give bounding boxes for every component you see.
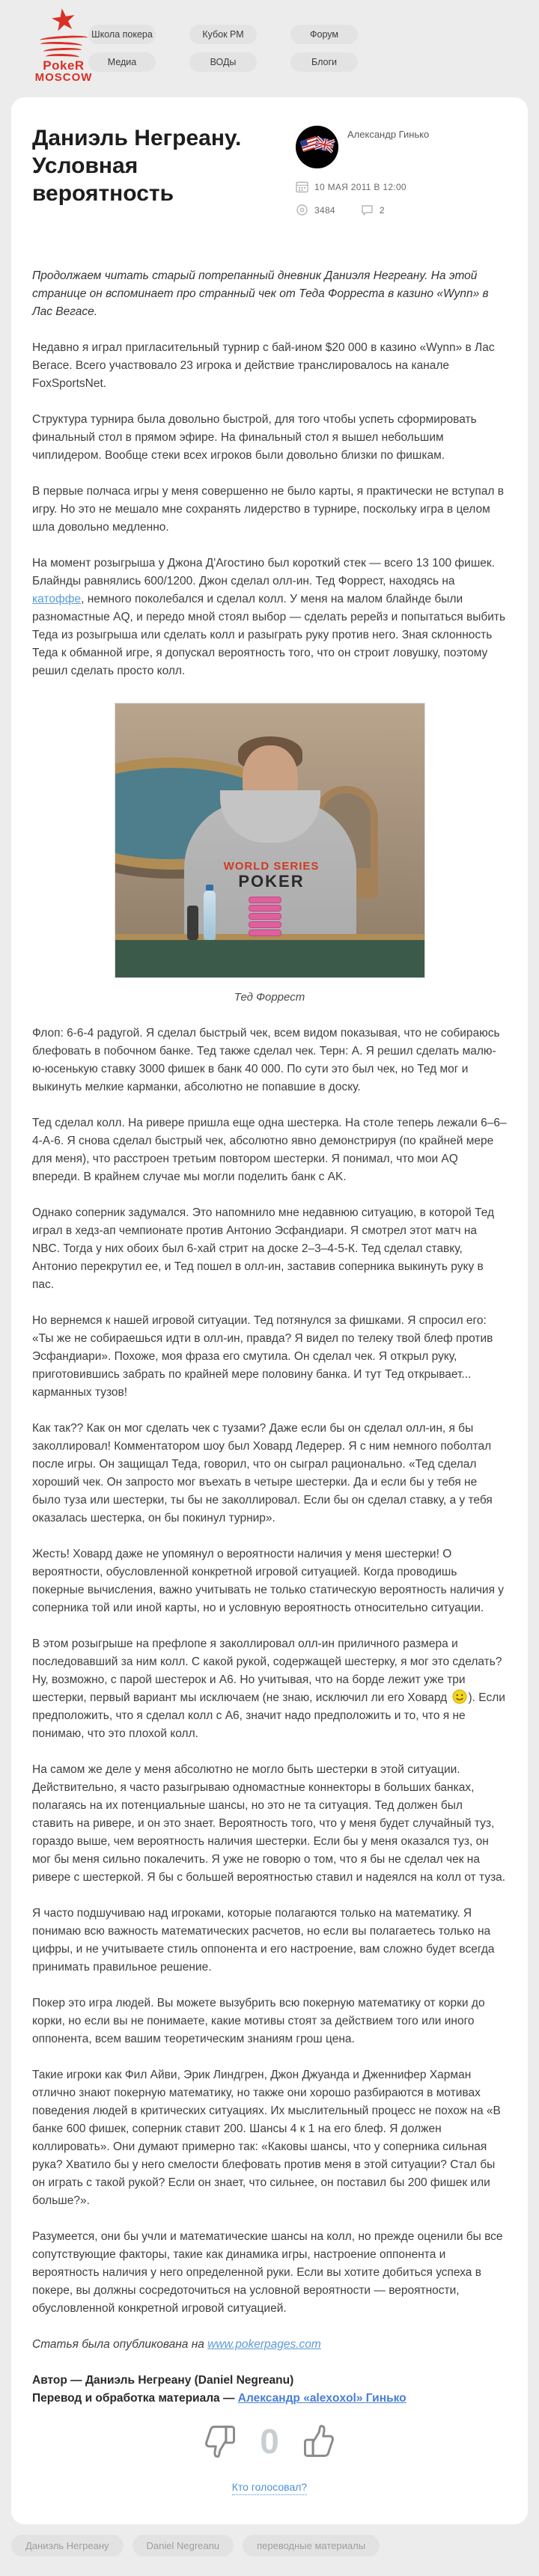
nav-vods[interactable]: ВОДы xyxy=(189,52,257,72)
paragraph-text: На момент розыгрыша у Джона Д'Агостино был короткий стек — всего 13 100 фишек. Блайнды равнялись 600/1200. Джон сделал олл-ин. Тед Форрест, находясь на xyxy=(32,557,495,587)
translator-credit xyxy=(32,2390,507,2408)
paragraph: Структура турнира была довольно быстрой, для того чтобы успеть сформировать финальный стол в прямом эфире. На финальный стол я вышел небольшим чиплидером. Вообще стеки всех игроков были довольно близки по фишкам. xyxy=(32,413,477,462)
lead-paragraph: Продолжаем читать старый потрепанный дневник Даниэля Негреану. На этой странице он вспоминает про странный чек от Теда Форреста в казино «Wynn» в Лас Вегасе. xyxy=(32,269,489,318)
author-name[interactable]: Александр Гинько xyxy=(347,129,430,140)
author-credit: Автор — Даниэль Негреану (Daniel Negreanu) xyxy=(32,2374,294,2387)
paragraph xyxy=(32,1635,507,1743)
paragraph: Но вернемся к нашей игровой ситуации. Тед потянулся за фишками. Я спросил его: «Ты же не собираешься идти в олл-ин, правда? Я видел по телеку твой блеф против Эсфандиари». Похоже, моя фраза его смутила. Он сделал чек. Я открыл руку, приготовившись забрать по крайней мере половину банка. И тут Тед открывает... карманных тузов! xyxy=(32,1314,493,1399)
tags-row xyxy=(11,2535,528,2576)
avatar[interactable] xyxy=(296,126,338,168)
person: WORLD SERIES POKER xyxy=(184,732,356,978)
source-text: Статья была опубликована на xyxy=(32,2338,208,2351)
main-nav xyxy=(88,25,358,72)
avatar-flags-image xyxy=(296,126,338,168)
logo-text-poker: PokeR xyxy=(43,58,85,73)
paragraph: Тед сделал колл. На ривере пришла еще одна шестерка. На столе теперь лежали 6–6–4-A-6. Я снова сделал быстрый чек, абсолютно явно демонстрируя (по крайней мере для меня), что расстроен третьим повтором шестерки. Я понимал, что мои AQ впереди. В крайнем случае мы могли поделить банк с AK. xyxy=(32,1117,507,1183)
tag-daniel-negreanu-ru[interactable]: Даниэль Негреану xyxy=(11,2535,124,2557)
smiley-icon xyxy=(452,1689,467,1704)
paragraph: На самом же деле у меня абсолютно не могло быть шестерки в этой ситуации. Действительно, я часто разыгрываю одномастные коннекторы в больших банках, полагаясь на их потенциальные шансы, но это не та ситуация. Тед должен был ставить на ривере, и он это знает. Вероятность того, что у меня будет случайный туз, гораздо выше, чем вероятность наличия шестерки. Если бы у меня оказался туз, он мог бы меня сильно покалечить. Я уже не говорю о том, что я бы не сделал чек на ривере с шестеркой. Я бы с большей вероятностью ставил и надеялся на колл от туза. xyxy=(32,1763,506,1884)
comments-count[interactable]: 2 xyxy=(379,204,385,216)
credit-text: Перевод и обработка материала — xyxy=(32,2392,238,2405)
paragraph: Как так?? Как он мог сделать чек с тузами? Даже если бы он сделал олл-ин, я бы заколлировал! Комментатором шоу был Ховард Ледерер. Я с ним немного поболтал после игры. Он защищал Теда, говорил, что он сыграл рационально. «Тед сделал хороший чек. Он запросто мог въехать в четыре шестерки. Да и если бы у тебя не было туза или шестерки, ты бы не заколлировал. Если бы он сделал ставку, а у тебя оказалась шестерка, он бы покинул турнир». xyxy=(32,1422,493,1524)
paragraph: Я часто подшучиваю над игроками, которые полагаются только на математику. Я понимаю всю важность математических расчетов, но если вы полагаетесь только на цифры, и не учитываете стиль оппонента и его настроение, вам сложно будет всегда принимать правильное решение. xyxy=(32,1907,495,1974)
views-count: 3484 xyxy=(314,204,335,216)
ted-forrest-photo xyxy=(115,703,425,978)
who-voted-link[interactable]: Кто голосовал? xyxy=(232,2481,307,2495)
who-voted xyxy=(32,2481,507,2494)
paragraph: Флоп: 6-6-4 радугой. Я сделал быстрый чек, всем видом показывая, что не собираюсь блефовать в побочном банке. Тед также сделал чек. Терн: A. Я решил сделать малю-ю-юсенькую ставку 3000 фишек в банк 40 000. По сути это был чек, но Тед мог и выкинуть мелкие карманки, абсолютно не попавшие в доску. xyxy=(32,1027,500,1093)
pokerpages-link[interactable]: www.pokerpages.com xyxy=(207,2338,321,2351)
publish-date: 10 МАЯ 2011 В 12:00 xyxy=(314,181,406,192)
nav-media[interactable]: Медиа xyxy=(88,52,156,72)
paragraph: Жесть! Ховард даже не упомянул о вероятности наличия у меня шестерки! О вероятности, обусловленной конкретной игровой ситуацией. Когда проводишь покерные вычисления, важно учитывать не только статическую вероятность наличия у соперника той или иной карты, но и условную вероятность относительно ситуации. xyxy=(32,1548,505,1614)
water-bottle xyxy=(204,891,216,940)
paragraph: Покер это игра людей. Вы можете вызубрить всю покерную математику от корки до корки, но если вы не понимаете, какие мотивы стоят за действием того или иного оппонента, всем вашим теоретическим знаниям грош цена. xyxy=(32,1997,485,2045)
credits-block xyxy=(32,2372,507,2408)
article-figure xyxy=(32,703,507,1007)
paragraph-text: В этом розыгрыше на префлопе я заколлировал олл-ин приличного размера и последовавший за ним колл. С какой рукой, содержащей шестерку, я мог это сделать? Ну, возможно, с парой шестерок и А6. Но учитывая, что на борде лежит уже три шестерки, первый вариант мы исключаем (не знаю, исключил ли его Ховард xyxy=(32,1638,502,1704)
paragraph: Разумеется, они бы учли и математические шансы на колл, но прежде оценили бы все сопутствующие факторы, такие как динамика игры, настроение оппонента и вероятность наличия у него определенной руки. Если вы хотите добиться успеха в покере, вы должны сосредоточиться на условной вероятности — вероятности, обусловленной конкретной игровой ситуацией. xyxy=(32,2230,503,2315)
thumb-up-icon[interactable] xyxy=(293,2418,339,2464)
article-body xyxy=(32,267,507,2354)
thumb-down-icon[interactable] xyxy=(200,2418,246,2464)
views-icon xyxy=(296,204,308,216)
article-card xyxy=(11,97,528,2524)
cutoff-link[interactable]: катоффе xyxy=(32,593,82,605)
can xyxy=(187,906,198,940)
comments-icon xyxy=(361,204,374,216)
chip-stack xyxy=(249,895,281,938)
table-felt xyxy=(115,934,424,977)
date-row xyxy=(296,180,528,193)
vote-row xyxy=(32,2418,507,2464)
nav-cup-rm[interactable]: Кубок РМ xyxy=(189,25,257,44)
article-meta xyxy=(296,126,528,216)
nav-poker-school[interactable]: Школа покера xyxy=(88,25,156,44)
logo-strokes xyxy=(40,36,88,57)
paragraph: В первые полчаса игры у меня совершенно не было карты, я практически не вступал в игру. Но это не мешало мне сохранять лидерство в турнире, поскольку игра в целом шла довольно медленно. xyxy=(32,485,504,534)
paragraph xyxy=(32,555,507,680)
title-line-1: Даниэль Негреану. xyxy=(32,126,242,150)
paragraph: Недавно я играл пригласительный турнир с бай-ином $20 000 в казино «Wynn» в Лас Вегасе. Всего участвовало 23 игрока и действие транслировалось на канале FoxSportsNet. xyxy=(32,341,495,390)
site-header xyxy=(0,0,539,97)
paragraph-text: ). Если предположить, что я сделал колл с А6, значит надо предположить и то, что я не понимаю, что это плохой колл. xyxy=(32,1691,505,1740)
photo-caption: Тед Форрест xyxy=(234,991,305,1004)
paragraph: Такие игроки как Фил Айви, Эрик Линдгрен, Джон Джуанда и Дженнифер Харман отлично знают покерную математику, но также они хорошо разбираются в мотивах поведения людей в критических ситуациях. Их мыслительный процесс не похож на «В банке 600 фишек, соперник ставит 200. Шансы 4 к 1 на его блеф. Я должен коллировать». Они думают примерно так: «Каковы шансы, что у соперника сильная рука? Хватило бы у него смелости блефовать против меня в этой ситуации? Стал бы он играть с такой рукой? Если он знает, что сильнее, он поставил бы 200 фишек или больше?». xyxy=(32,2069,501,2207)
article-head xyxy=(32,124,507,248)
title-line-2: Условная вероятность xyxy=(32,153,174,206)
nav-blogs[interactable]: Блоги xyxy=(290,52,358,72)
calendar-icon xyxy=(296,180,308,193)
star-icon: ★ xyxy=(48,1,79,39)
tag-daniel-negreanu-en[interactable]: Daniel Negreanu xyxy=(133,2535,234,2557)
page-title xyxy=(32,124,279,207)
paragraph-text: , немного поколебался и сделал колл. У меня на малом блайнде были разномастные AQ, и передо мной стоял выбор — сделать ререйз и попытаться выбить Теда из розыгрыша или сделать колл и разыграть руку против него. Зная склонность Теда к обманной игре, я допускал вероятность того, что он строит ловушку, поэтому решил сделать просто колл. xyxy=(32,593,506,677)
paragraph: Однако соперник задумался. Это напомнило мне недавнюю ситуацию, в которой Тед играл в хедз-ап чемпионате против Антонио Эсфандиари. Я смотрел этот матч на NBC. Тогда у них обоих был 6-хай стрит на доске 2–3–4-5-К. Тед сделал ставку, Антонио перекрутил ее, и Тед пошел в олл-ин, заставив соперника выкинуть руку в пас. xyxy=(32,1206,495,1291)
tag-translated-materials[interactable]: переводные материалы xyxy=(243,2535,380,2557)
logo-text-moscow: MOSCOW xyxy=(34,71,93,84)
vote-count: 0 xyxy=(260,2422,279,2461)
stats-row xyxy=(296,204,528,216)
source-line xyxy=(32,2336,507,2354)
nav-forum[interactable]: Форум xyxy=(290,25,358,44)
translator-link[interactable]: Александр «alexoxol» Гинько xyxy=(237,2392,406,2405)
